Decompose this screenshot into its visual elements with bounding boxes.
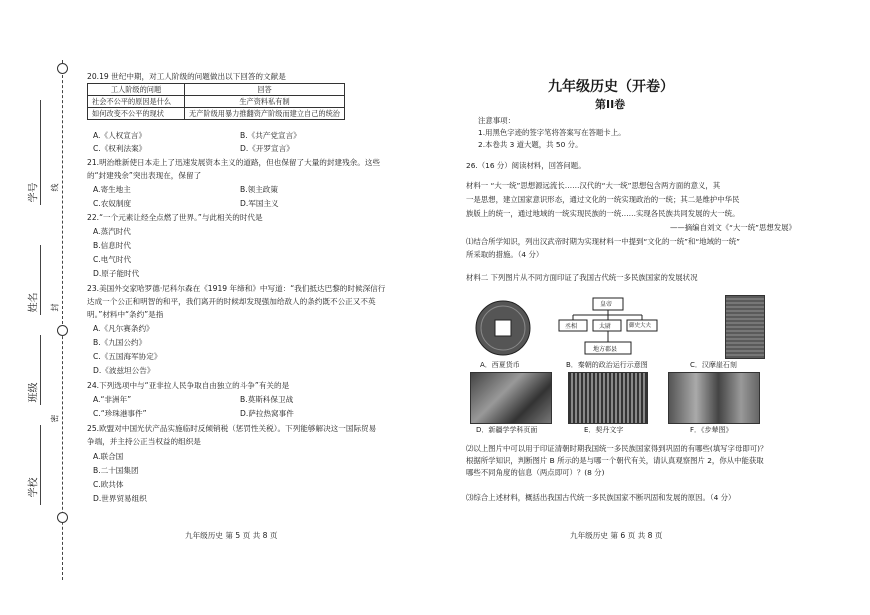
q20-option-d: D.《开罗宣言》 [240,144,294,153]
binding-margin [0,0,72,615]
q20-table [87,83,345,120]
diagram-chancellor: 丞相 [565,323,578,330]
q23-stem-line1: 23.美国外交家哈罗德·尼科尔森在《1919 年缔和》中写道：“我们抵达巴黎的时候深信行 [87,284,386,293]
q26-3-line: ⑶综合上述材料，概括出我国古代统一多民族国家不断巩固和发展的原因。（4 分） [466,493,736,502]
q20-row1-answer: 生产资料私有制 [185,96,345,108]
student-id-line [40,100,41,205]
q21-option-a: A.寄生地主 [93,185,131,194]
q21-stem-line1: 21.明治维新使日本走上了迅速发展资本主义的道路，但也保留了大量的封建残余。这些 [87,158,381,167]
seal-char-xian: 线 [50,183,60,192]
caption-f: F．《步辇图》 [690,426,733,434]
right-page-footer: 九年级历史 第 6 页 共 8 页 [570,531,663,540]
diagram-local: 地方郡县 [593,346,618,353]
q25-option-d: D.世界贸易组织 [93,494,147,503]
q22-option-b: B.信息时代 [93,241,131,250]
material2-heading: 材料二 下列图片从不同方面印证了我国古代统一多民族国家的发展状况 [466,273,698,282]
diagram-emperor: 皇帝 [600,301,613,308]
q20-stem: 20.19 世纪中期，对工人阶级的问题做出以下回答的文献是 [87,72,286,81]
q25-option-a: A.联合国 [93,452,124,461]
caption-d: D．新疆学学科页面 [476,426,538,434]
material1-line2: 一是思想，建立国家意识形态，通过文化的一统实现政治的一统；其二是维护中华民 [466,195,740,204]
q20-row2-answer: 无产阶级用暴力推翻资产阶级而建立自己的统治 [185,108,345,120]
q23-stem-line2: 达成一个公正和明智的和平，我们离开的时候却发现强加给敌人的条约既不公正又不英 [87,297,376,306]
note-2: 2.本卷共 3 道大题，共 50 分。 [478,140,583,149]
q26-1-line1: ⑴结合所学知识，列出汉武帝时期为实现材料一中提到“文化的一统”和“地域的一统” [466,237,740,246]
exam-subtitle: 第II卷 [595,98,626,111]
q22-option-d: D.原子能时代 [93,269,140,278]
student-id-label: 学号 [28,182,40,203]
q20-option-a: A.《人权宣言》 [93,131,147,140]
left-page-footer: 九年级历史 第 5 页 共 8 页 [185,531,278,540]
q21-option-d: D.军国主义 [240,199,279,208]
q25-stem-line1: 25.欧盟对中国光伏产品实施临时反倾销税（惩罚性关税）。下列能够解决这一国际贸易 [87,424,377,433]
binding-hole-icon [57,325,68,336]
q21-stem-line2: 的“封建残余”突出表现在，保留了 [87,171,202,180]
note-1: 1.用黑色字迹的签字笔将答案写在答题卡上。 [478,128,626,137]
q24-option-b: B.莫斯科保卫战 [240,395,294,404]
q26-stem: 26.（16 分）阅读材料，回答问题。 [466,161,586,170]
q20-option-c: C.《权利法案》 [93,144,147,153]
qin-political-diagram [555,296,660,358]
q26-2-line3: 哪些不同角度的信息（两点即可）？(8 分) [466,468,605,477]
class-label: 班级 [28,382,40,403]
school-line [40,425,41,505]
notes-heading: 注意事项： [478,116,515,125]
q25-option-c: C.欧共体 [93,480,124,489]
q20-header-answer: 回答 [185,84,345,96]
xinjiang-photo [470,372,552,424]
q24-option-a: A.“非洲年” [93,395,132,404]
caption-c: C．汉摩崖石刻 [690,361,737,369]
q23-option-b: B.《九国公约》 [93,338,147,347]
exam-title: 九年级历史（开卷） [548,79,674,95]
q25-stem-line2: 争端，并主持公正当权益的组织是 [87,437,201,446]
q20-row2-question: 如何改变不公平的现状 [88,108,185,120]
q20-row1-question: 社会不公平的原因是什么 [88,96,185,108]
caption-b: B．秦朝的政治运行示意图 [566,361,648,369]
q26-2-line2: 根据所学知识，判断图片 B 所示的是与哪一个朝代有关，请认真观察图片 2，你从中能获取 [466,456,764,465]
q23-option-c: C.《五国海军协定》 [93,352,162,361]
q24-option-d: D.萨拉热窝事件 [240,409,294,418]
bunian-tu-photo [668,372,760,424]
class-line [40,335,41,405]
caption-a: A．西夏货币 [480,361,520,369]
q24-stem: 24.下列选项中与“亚非拉人民争取自由独立的斗争”有关的是 [87,381,290,390]
khitan-script-photo [568,372,648,424]
diagram-censor: 御史大夫 [629,323,652,329]
q20-option-b: B.《共产党宣言》 [240,131,301,140]
q21-option-b: B.领主政策 [240,185,278,194]
material1-source: ——摘编自刘文《“大一统”思想发展》 [670,223,796,232]
binding-hole-icon [57,63,68,74]
binding-hole-icon [57,512,68,523]
seal-dashed-line [62,60,63,580]
name-label: 姓名 [28,292,40,313]
school-label: 学校 [28,477,40,498]
seal-char-feng: 封 [50,303,60,312]
name-line [40,245,41,315]
q21-option-c: C.农奴制度 [93,199,132,208]
material1-line3: 族版上的统一，通过地域的一统实现民族的一统……实现各民族共同发展的大一统。 [466,209,740,218]
q20-header-question: 工人阶级的问题 [88,84,185,96]
stone-tablet-image [725,295,765,359]
diagram-taiwei: 太尉 [599,323,612,330]
q26-2-line1: ⑵以上图片中可以用于印证清朝时期我国统一多民族国家得到巩固的有哪些(填写字母即可)？ [466,444,768,453]
q22-option-a: A.蒸汽时代 [93,227,131,236]
coin-image [473,298,533,358]
q22-option-c: C.电气时代 [93,255,132,264]
q23-stem-line3: 明。”材料中“条约”是指 [87,310,164,319]
material1-line1: 材料一 “大一统”思想源远流长……汉代的“大一统”思想包含两方面的意义，其 [466,181,721,190]
q25-option-b: B.二十国集团 [93,466,139,475]
caption-e: E．契丹文字 [584,426,624,434]
q24-option-c: C.“珍珠港事件” [93,409,147,418]
q23-option-a: A.《凡尔赛条约》 [93,324,154,333]
q22-stem: 22.“一个元素让经全点燃了世界。”与此相关的时代是 [87,213,263,222]
q26-1-line2: 所采取的措施。（4 分） [466,250,544,259]
seal-char-mi: 密 [50,414,60,423]
q23-option-d: D.《波兹坦公告》 [93,366,155,375]
